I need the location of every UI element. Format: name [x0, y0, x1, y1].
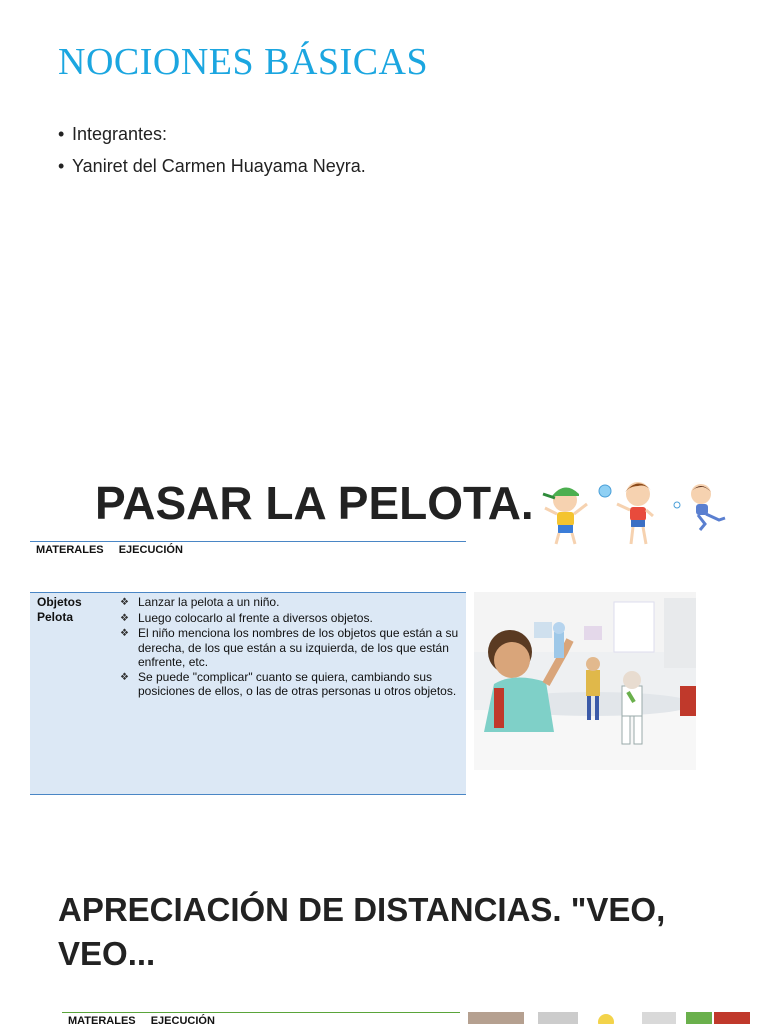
activity-table [30, 592, 466, 795]
ball-icon [599, 485, 611, 497]
diamond-bullet-icon: ❖ [120, 671, 129, 683]
kid-blue-icon [691, 484, 725, 530]
kid-red-shirt-icon [617, 482, 653, 544]
table-header [36, 544, 183, 556]
list-item: ❖ Se puede "complicar" cuanto se quiera, cambiando sus posiciones de ellos, o las de otras personas u otros objetos. [120, 669, 457, 698]
header-materiales: MATERALES [36, 544, 104, 556]
members-list [58, 118, 366, 182]
header-ejecucion: EJECUCIÓN [150, 1015, 215, 1027]
toys-photos-strip [468, 1012, 750, 1024]
header-ejecucion: EJECUCIÓN [118, 544, 183, 556]
list-item: ❖ Lanzar la pelota a un niño. [120, 595, 280, 609]
table-top-rule-2 [62, 1012, 460, 1013]
list-item: ❖ Luego colocarlo al frente a diversos objetos. [120, 610, 373, 625]
kids-playing-ball-illustration [535, 474, 740, 550]
header-materiales: MATERALES [68, 1015, 136, 1027]
diamond-bullet-icon: ❖ [120, 628, 129, 639]
section-title-nociones: NOCIONES BÁSICAS [58, 41, 429, 83]
bullet-icon: • [58, 124, 65, 144]
section-title-pasar-pelota: PASAR LA PELOTA. [95, 477, 534, 529]
diamond-bullet-icon: ❖ [120, 597, 129, 608]
bullet-icon: • [58, 156, 65, 176]
ejecucion-cell [120, 595, 460, 699]
section-title-apreciacion: APRECIACIÓN DE DISTANCIAS. "VEO, VEO... [58, 891, 666, 972]
list-item: ❖ El niño menciona los nombres de los objetos que están a su derecha, de los que están a su izquierda, de los que están enfrente, etc. [120, 626, 459, 669]
list-item: • Integrantes: [58, 118, 366, 150]
materiales-cell: Objetos Pelota [37, 595, 82, 624]
table-top-rule [30, 541, 466, 542]
diamond-bullet-icon: ❖ [120, 612, 129, 624]
list-item: • Yaniret del Carmen Huayama Neyra. [58, 150, 366, 182]
table-header-2 [68, 1015, 215, 1027]
child-with-toys-photo [474, 592, 696, 770]
kid-green-cap-icon [543, 487, 587, 544]
